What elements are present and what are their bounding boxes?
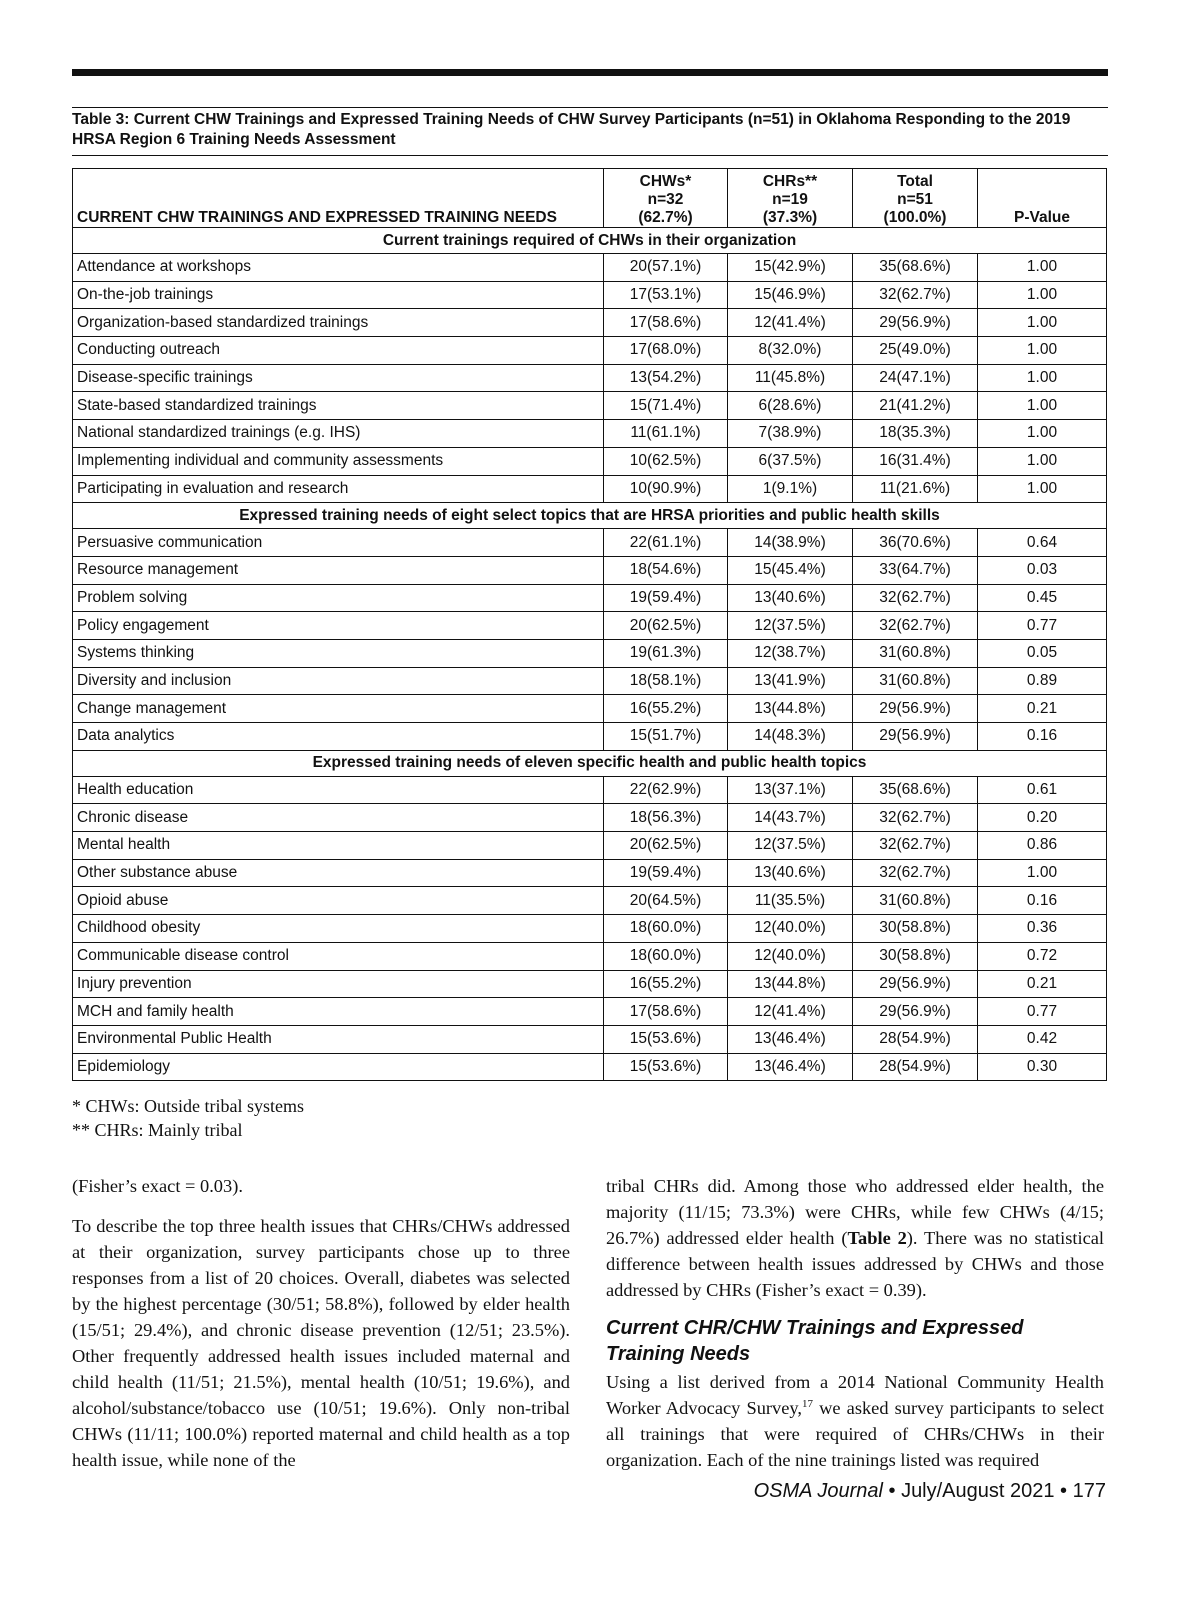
table-row (73, 998, 1107, 1026)
total-cell: 24(47.1%) (853, 364, 978, 392)
total-cell: 16(31.4%) (853, 447, 978, 475)
section-row (73, 228, 1107, 254)
table-row (73, 447, 1107, 475)
row-label: State-based standardized trainings (73, 392, 604, 420)
chws-cell: 17(58.6%) (604, 998, 728, 1026)
total-cell: 29(56.9%) (853, 309, 978, 337)
table-row (73, 915, 1107, 943)
total-cell: 33(64.7%) (853, 556, 978, 584)
pvalue-cell: 0.21 (978, 695, 1107, 723)
chws-cell: 18(58.1%) (604, 667, 728, 695)
total-cell: 32(62.7%) (853, 804, 978, 832)
pvalue-cell: 0.05 (978, 639, 1107, 667)
total-cell: 32(62.7%) (853, 281, 978, 309)
section-title: Current trainings required of CHWs in their organization (73, 228, 1107, 254)
journal-name: OSMA Journal (753, 1480, 883, 1502)
chrs-cell: 13(37.1%) (728, 776, 853, 804)
total-cell: 32(62.7%) (853, 584, 978, 612)
chrs-cell: 13(44.8%) (728, 970, 853, 998)
citation-superscript: 17 (801, 1397, 813, 1410)
row-label: Participating in evaluation and research (73, 475, 604, 503)
pvalue-cell: 0.16 (978, 723, 1107, 751)
chws-cell: 22(61.1%) (604, 529, 728, 557)
row-label: Chronic disease (73, 804, 604, 832)
pvalue-cell: 0.45 (978, 584, 1107, 612)
total-cell: 28(54.9%) (853, 1025, 978, 1053)
chws-cell: 17(58.6%) (604, 309, 728, 337)
table-row (73, 832, 1107, 860)
table-row (73, 942, 1107, 970)
header-chws-line: CHWs* (639, 173, 692, 190)
section-row (73, 503, 1107, 529)
chrs-cell: 12(41.4%) (728, 998, 853, 1026)
header-total (853, 169, 978, 228)
row-label: National standardized trainings (e.g. IHS) (73, 420, 604, 448)
pvalue-cell: 1.00 (978, 254, 1107, 282)
section-row (73, 750, 1107, 776)
row-label: Resource management (73, 556, 604, 584)
text-run: tribal CHRs did. Among those who addressed elder health, the majority (11/15; 73.3%) were CHRs, while few CHWs (4/15; 26.7%) addressed elder health ( (606, 1176, 1104, 1248)
chws-cell: 11(61.1%) (604, 420, 728, 448)
header-chrs (728, 169, 853, 228)
table-row (73, 887, 1107, 915)
chws-cell: 19(59.4%) (604, 859, 728, 887)
chrs-cell: 12(41.4%) (728, 309, 853, 337)
row-label: Systems thinking (73, 639, 604, 667)
table-row (73, 970, 1107, 998)
table-row (73, 859, 1107, 887)
table-row (73, 776, 1107, 804)
chrs-cell: 11(45.8%) (728, 364, 853, 392)
chws-cell: 18(60.0%) (604, 942, 728, 970)
table-row (73, 723, 1107, 751)
table-row (73, 804, 1107, 832)
chws-cell: 13(54.2%) (604, 364, 728, 392)
table-row (73, 529, 1107, 557)
table-body (73, 228, 1107, 1081)
chrs-cell: 15(42.9%) (728, 254, 853, 282)
chrs-cell: 15(45.4%) (728, 556, 853, 584)
journal-issue: July/August 2021 (901, 1480, 1055, 1502)
total-cell: 31(60.8%) (853, 667, 978, 695)
row-label: Epidemiology (73, 1053, 604, 1081)
pvalue-cell: 0.42 (978, 1025, 1107, 1053)
chws-cell: 20(62.5%) (604, 832, 728, 860)
chrs-cell: 7(38.9%) (728, 420, 853, 448)
chrs-cell: 6(37.5%) (728, 447, 853, 475)
row-label: MCH and family health (73, 998, 604, 1026)
page-number: 177 (1072, 1480, 1106, 1502)
header-chrs-line: n=19 (772, 191, 808, 208)
row-label: Implementing individual and community assessments (73, 447, 604, 475)
training-table (72, 168, 1107, 1081)
chrs-cell: 12(40.0%) (728, 942, 853, 970)
table-row (73, 254, 1107, 282)
pvalue-cell: 0.61 (978, 776, 1107, 804)
pvalue-cell: 0.64 (978, 529, 1107, 557)
row-label: Opioid abuse (73, 887, 604, 915)
text-run: ). There was no statistical difference between health issues addressed by CHWs and those addressed by CHRs (Fisher’s exact = 0.39). (606, 1228, 1105, 1300)
pvalue-cell: 0.16 (978, 887, 1107, 915)
header-chrs-line: (37.3%) (762, 209, 818, 226)
chrs-cell: 13(40.6%) (728, 584, 853, 612)
pvalue-cell: 1.00 (978, 281, 1107, 309)
chws-cell: 17(68.0%) (604, 337, 728, 365)
footnote-chrs: ** CHRs: Mainly tribal (72, 1120, 243, 1140)
chws-cell: 19(59.4%) (604, 584, 728, 612)
table-row (73, 1053, 1107, 1081)
chws-cell: 20(62.5%) (604, 612, 728, 640)
text-run: we asked survey participants to select all trainings that were required of CHRs/CHWs in their organization. Each of the nine trainings listed was required (606, 1398, 1104, 1470)
chrs-cell: 13(41.9%) (728, 667, 853, 695)
row-label: Persuasive communication (73, 529, 604, 557)
pvalue-cell: 0.36 (978, 915, 1107, 943)
total-cell: 21(41.2%) (853, 392, 978, 420)
table-row (73, 695, 1107, 723)
table-row (73, 281, 1107, 309)
footnotes (72, 1094, 304, 1142)
total-cell: 31(60.8%) (853, 887, 978, 915)
footer-bullet: • (882, 1480, 902, 1502)
chws-cell: 15(51.7%) (604, 723, 728, 751)
chws-cell: 10(62.5%) (604, 447, 728, 475)
caption-rule-bottom (72, 155, 1108, 156)
chrs-cell: 13(46.4%) (728, 1025, 853, 1053)
row-label: Diversity and inclusion (73, 667, 604, 695)
total-cell: 29(56.9%) (853, 998, 978, 1026)
chws-cell: 22(62.9%) (604, 776, 728, 804)
page-footer (754, 1480, 1106, 1503)
paragraph: (Fisher’s exact = 0.03). (72, 1176, 243, 1196)
section-title: Expressed training needs of eight select topics that are HRSA priorities and public health skills (73, 503, 1107, 529)
row-label: Environmental Public Health (73, 1025, 604, 1053)
chws-cell: 18(56.3%) (604, 804, 728, 832)
row-label: Problem solving (73, 584, 604, 612)
pvalue-cell: 0.30 (978, 1053, 1107, 1081)
row-label: Change management (73, 695, 604, 723)
total-cell: 31(60.8%) (853, 639, 978, 667)
pvalue-cell: 0.21 (978, 970, 1107, 998)
total-cell: 28(54.9%) (853, 1053, 978, 1081)
chws-cell: 18(54.6%) (604, 556, 728, 584)
chrs-cell: 13(40.6%) (728, 859, 853, 887)
pvalue-cell: 0.03 (978, 556, 1107, 584)
table-row (73, 309, 1107, 337)
chrs-cell: 12(40.0%) (728, 915, 853, 943)
row-label: Data analytics (73, 723, 604, 751)
total-cell: 35(68.6%) (853, 254, 978, 282)
table-row (73, 364, 1107, 392)
pvalue-cell: 0.77 (978, 998, 1107, 1026)
table-caption: Table 3: Current CHW Trainings and Expressed Training Needs of CHW Survey Participants (n=51) in Oklahoma Responding to the 2019 HRSA Region 6 Training Needs Assessment (72, 111, 1071, 148)
total-cell: 29(56.9%) (853, 695, 978, 723)
pvalue-cell: 0.77 (978, 612, 1107, 640)
paragraph (606, 1173, 1104, 1303)
header-chws (604, 169, 728, 228)
table-row (73, 475, 1107, 503)
pvalue-cell: 1.00 (978, 447, 1107, 475)
footnote-chws: * CHWs: Outside tribal systems (72, 1096, 304, 1116)
row-label: Mental health (73, 832, 604, 860)
header-chrs-line: CHRs** (762, 173, 818, 190)
header-total-line: (100.0%) (883, 209, 947, 226)
chws-cell: 15(71.4%) (604, 392, 728, 420)
pvalue-cell: 1.00 (978, 309, 1107, 337)
top-rule (72, 69, 1108, 76)
pvalue-cell: 1.00 (978, 364, 1107, 392)
chws-cell: 17(53.1%) (604, 281, 728, 309)
chws-cell: 16(55.2%) (604, 970, 728, 998)
paragraph: To describe the top three health issues that CHRs/CHWs addressed at their organization, survey participants chose up to three responses from a list of 20 choices. Overall, diabetes was selected by the highest percentage (30/51; 58.8%), followed by elder health (15/51; 29.4%), and chronic disease prevention (12/51; 23.5%). Other frequently addressed health issues included maternal and child health (11/51; 21.5%), mental health (10/51; 19.6%), and alcohol/substance/tobacco use (10/51; 19.6%). Only non-tribal CHWs (11/11; 100.0%) reported maternal and child health as a top health issue, while none of the (72, 1216, 570, 1470)
total-cell: 32(62.7%) (853, 612, 978, 640)
row-label: On-the-job trainings (73, 281, 604, 309)
header-chws-line: (62.7%) (638, 209, 693, 226)
row-label: Policy engagement (73, 612, 604, 640)
chrs-cell: 11(35.5%) (728, 887, 853, 915)
chrs-cell: 15(46.9%) (728, 281, 853, 309)
chws-cell: 20(57.1%) (604, 254, 728, 282)
table-row (73, 420, 1107, 448)
header-total-line: Total (897, 173, 933, 190)
chrs-cell: 14(43.7%) (728, 804, 853, 832)
total-cell: 30(58.8%) (853, 915, 978, 943)
table-row (73, 639, 1107, 667)
section-heading: Current CHR/CHW Trainings and Expressed Training Needs (606, 1317, 1024, 1365)
chws-cell: 16(55.2%) (604, 695, 728, 723)
pvalue-cell: 0.86 (978, 832, 1107, 860)
chrs-cell: 12(37.5%) (728, 612, 853, 640)
row-label: Attendance at workshops (73, 254, 604, 282)
chrs-cell: 12(37.5%) (728, 832, 853, 860)
chws-cell: 20(64.5%) (604, 887, 728, 915)
table-reference: Table 2 (847, 1228, 907, 1248)
header-label: CURRENT CHW TRAININGS AND EXPRESSED TRAINING NEEDS (73, 169, 604, 228)
total-cell: 11(21.6%) (853, 475, 978, 503)
table-row (73, 556, 1107, 584)
pvalue-cell: 1.00 (978, 475, 1107, 503)
total-cell: 32(62.7%) (853, 832, 978, 860)
chws-cell: 19(61.3%) (604, 639, 728, 667)
row-label: Conducting outreach (73, 337, 604, 365)
table-row (73, 584, 1107, 612)
chrs-cell: 8(32.0%) (728, 337, 853, 365)
table-row (73, 1025, 1107, 1053)
pvalue-cell: 1.00 (978, 337, 1107, 365)
total-cell: 29(56.9%) (853, 723, 978, 751)
pvalue-cell: 0.72 (978, 942, 1107, 970)
chrs-cell: 13(46.4%) (728, 1053, 853, 1081)
pvalue-cell: 1.00 (978, 420, 1107, 448)
total-cell: 18(35.3%) (853, 420, 978, 448)
total-cell: 36(70.6%) (853, 529, 978, 557)
total-cell: 32(62.7%) (853, 859, 978, 887)
body-column-right (606, 1173, 1104, 1483)
chrs-cell: 13(44.8%) (728, 695, 853, 723)
row-label: Health education (73, 776, 604, 804)
header-total-line: n=51 (897, 191, 933, 208)
row-label: Disease-specific trainings (73, 364, 604, 392)
chws-cell: 15(53.6%) (604, 1025, 728, 1053)
chrs-cell: 6(28.6%) (728, 392, 853, 420)
table-row (73, 392, 1107, 420)
total-cell: 25(49.0%) (853, 337, 978, 365)
pvalue-cell: 1.00 (978, 859, 1107, 887)
caption-rule-top (72, 107, 1108, 108)
row-label: Organization-based standardized trainings (73, 309, 604, 337)
body-column-left (72, 1173, 570, 1483)
header-chws-line: n=32 (647, 191, 684, 208)
footer-bullet: • (1054, 1480, 1073, 1502)
pvalue-cell: 0.20 (978, 804, 1107, 832)
total-cell: 30(58.8%) (853, 942, 978, 970)
row-label: Childhood obesity (73, 915, 604, 943)
table-row (73, 667, 1107, 695)
chrs-cell: 14(38.9%) (728, 529, 853, 557)
chws-cell: 10(90.9%) (604, 475, 728, 503)
section-title: Expressed training needs of eleven specific health and public health topics (73, 750, 1107, 776)
chrs-cell: 14(48.3%) (728, 723, 853, 751)
total-cell: 35(68.6%) (853, 776, 978, 804)
text-run: Using a list derived from a 2014 National Community Health Worker Advocacy Survey, (606, 1372, 1104, 1418)
paragraph (606, 1369, 1104, 1473)
chws-cell: 15(53.6%) (604, 1053, 728, 1081)
chws-cell: 18(60.0%) (604, 915, 728, 943)
table-row (73, 337, 1107, 365)
pvalue-cell: 0.89 (978, 667, 1107, 695)
table-row (73, 612, 1107, 640)
total-cell: 29(56.9%) (853, 970, 978, 998)
pvalue-cell: 1.00 (978, 392, 1107, 420)
chrs-cell: 12(38.7%) (728, 639, 853, 667)
row-label: Communicable disease control (73, 942, 604, 970)
row-label: Injury prevention (73, 970, 604, 998)
row-label: Other substance abuse (73, 859, 604, 887)
chrs-cell: 1(9.1%) (728, 475, 853, 503)
table-header-row (73, 169, 1107, 228)
header-pvalue: P-Value (978, 169, 1107, 228)
